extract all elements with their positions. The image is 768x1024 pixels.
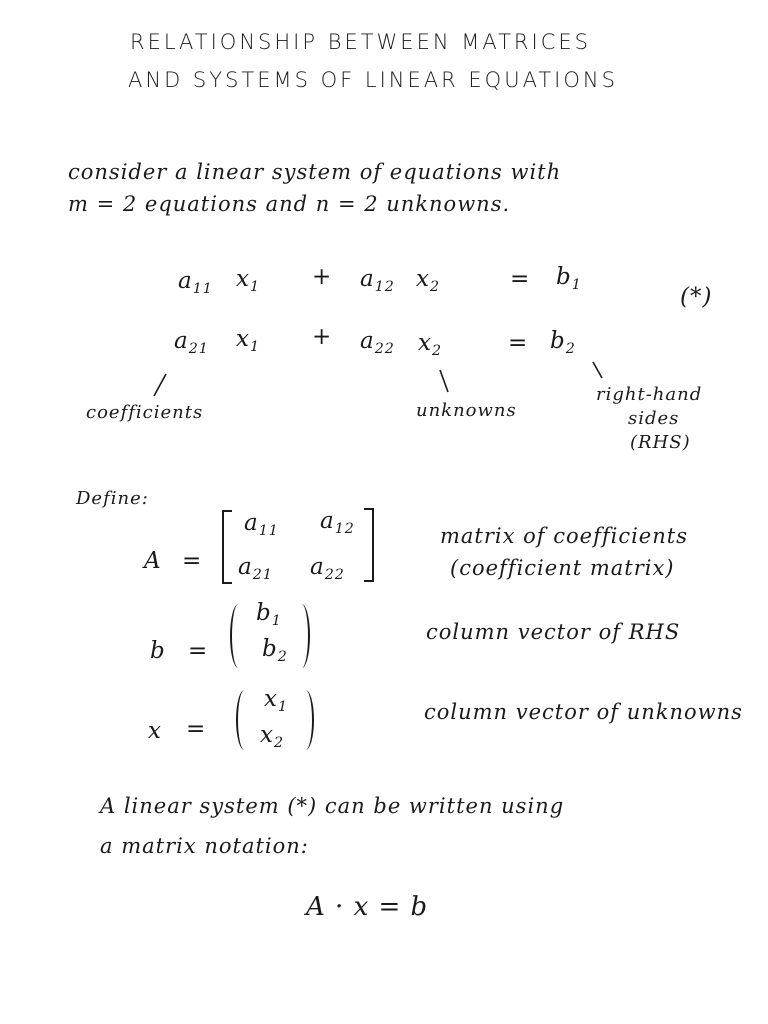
var-x2-row1: $x_2$ <box>416 266 441 295</box>
matrix-A-right-bracket <box>364 508 374 582</box>
plus-row2: + <box>312 324 333 350</box>
matrix-A-a12: $a_{12}$ <box>320 508 355 537</box>
vector-b-desc: column vector of RHS <box>426 620 681 644</box>
vector-b-left-paren <box>230 604 244 668</box>
vector-x-desc: column vector of unknowns <box>424 700 743 724</box>
var-x1-row1: $x_1$ <box>236 266 261 295</box>
vector-b-name: b <box>150 638 166 664</box>
label-rhs-line-3: (RHS) <box>630 432 691 453</box>
label-coefficients: coefficients <box>86 402 204 423</box>
label-rhs-line-1: right-hand <box>596 384 703 405</box>
matrix-A-desc-1: matrix of coefficients <box>440 524 688 548</box>
matrix-A-a22: $a_{22}$ <box>310 554 345 583</box>
matrix-A-name: A <box>144 548 162 574</box>
plus-row1: + <box>312 264 333 290</box>
coef-a21: $a_{21}$ <box>174 328 209 357</box>
conclusion-line-2: a matrix notation: <box>100 834 309 858</box>
rhs-b1: $b_1$ <box>556 264 582 293</box>
define-label: Define: <box>76 488 149 509</box>
matrix-A-a21: $a_{21}$ <box>238 554 273 583</box>
label-unknowns: unknowns <box>416 400 517 421</box>
rhs-b2: $b_2$ <box>550 328 576 357</box>
equals-row2: = <box>508 330 529 356</box>
vector-b-right-paren <box>296 604 310 668</box>
label-rhs-line-2: sides <box>628 408 680 429</box>
pointer-unknowns <box>436 368 456 398</box>
matrix-A-equals: = <box>182 548 203 574</box>
intro-line-2: m = 2 equations and n = 2 unknowns. <box>68 192 511 216</box>
pointer-coefficients <box>150 372 170 402</box>
var-x2-row2: $x_2$ <box>418 330 443 359</box>
vector-x-equals: = <box>186 716 207 742</box>
equals-row1: = <box>510 266 531 292</box>
conclusion-line-1: A linear system (*) can be written using <box>100 794 565 818</box>
matrix-A-a11: $a_{11}$ <box>244 510 279 539</box>
title-line-2: AND SYSTEMS OF LINEAR EQUATIONS <box>128 68 618 92</box>
matrix-A-left-bracket <box>222 510 232 584</box>
var-x1-row2: $x_1$ <box>236 326 261 355</box>
vector-b-entry-1: $b_1$ <box>256 600 282 629</box>
coef-a22: $a_{22}$ <box>360 328 395 357</box>
title-line-1: RELATIONSHIP BETWEEN MATRICES <box>130 30 591 54</box>
coef-a11: $a_{11}$ <box>178 268 213 297</box>
vector-x-entry-1: $x_1$ <box>264 686 289 715</box>
conclusion-formula: A · x = b <box>306 892 429 922</box>
vector-b-equals: = <box>188 638 209 664</box>
system-label: (*) <box>680 284 713 310</box>
coef-a12: $a_{12}$ <box>360 266 395 295</box>
vector-b-entry-2: $b_2$ <box>262 636 288 665</box>
intro-line-1: consider a linear system of equations with <box>68 160 562 184</box>
matrix-A-desc-2: (coefficient matrix) <box>450 556 675 580</box>
vector-x-entry-2: $x_2$ <box>260 722 285 751</box>
vector-x-left-paren <box>236 690 250 750</box>
vector-x-right-paren <box>300 690 314 750</box>
vector-x-name: x <box>148 718 162 744</box>
